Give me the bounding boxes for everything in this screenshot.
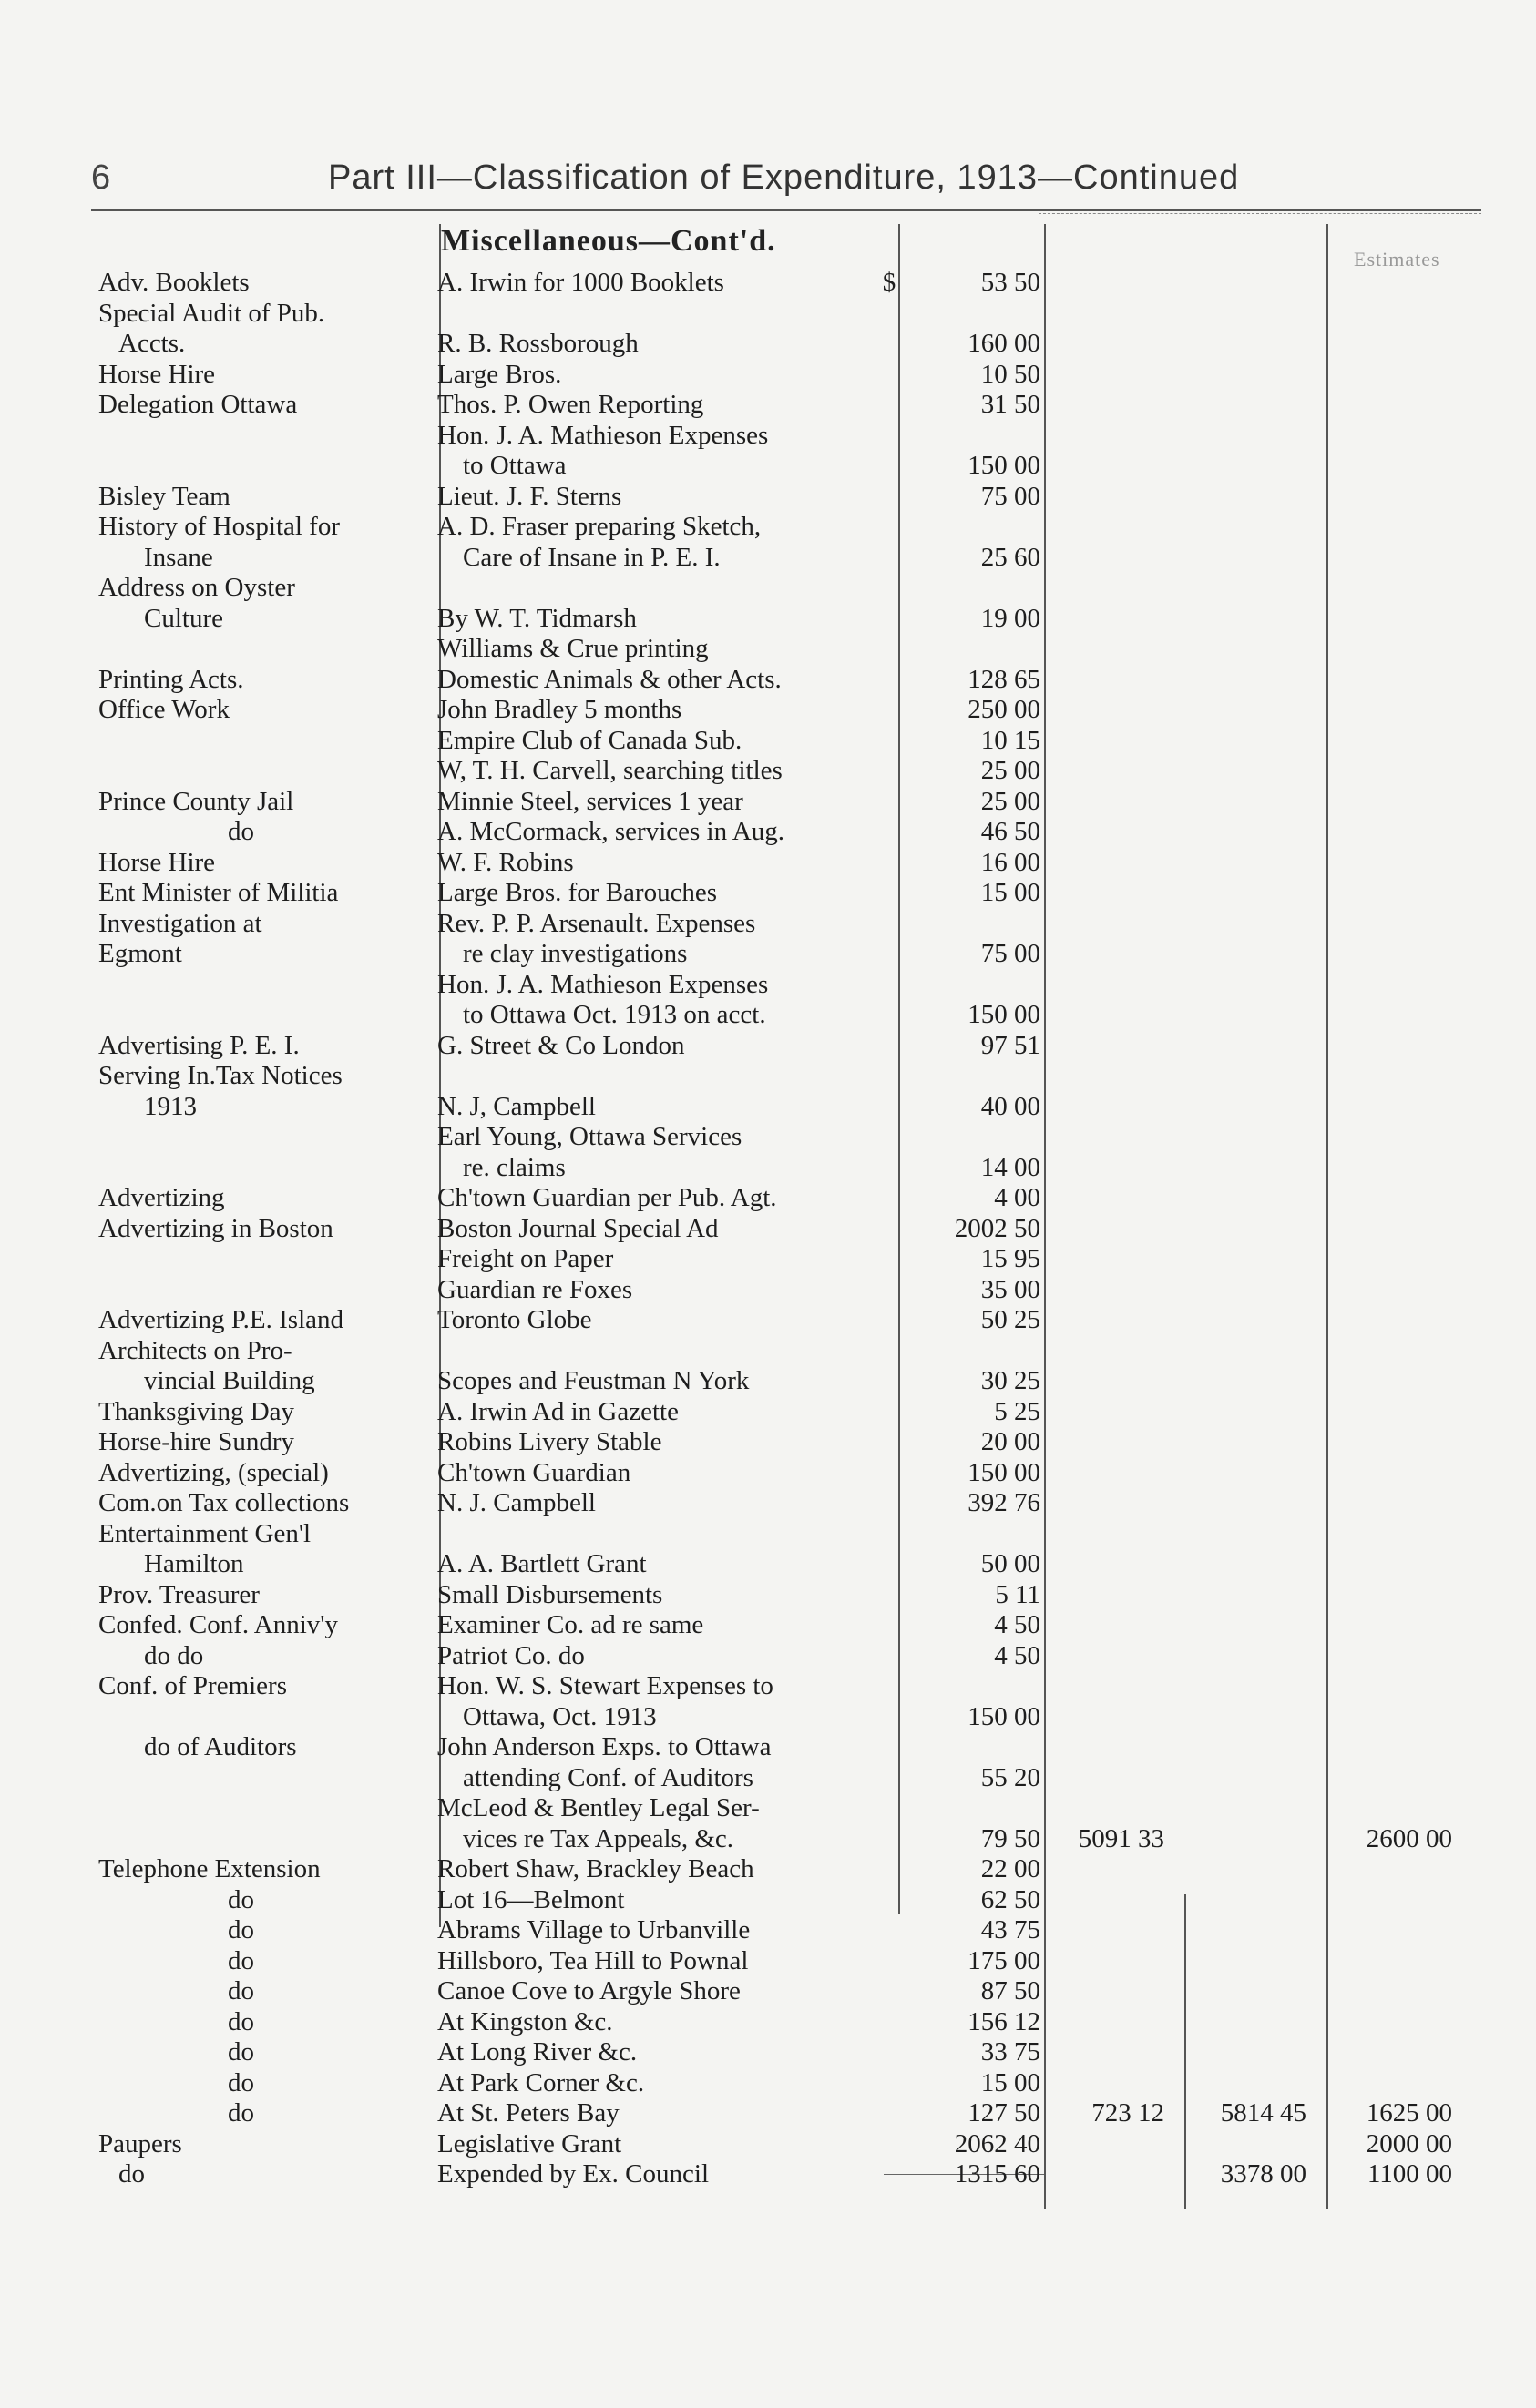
- amount-value: 4 50: [994, 1610, 1040, 1639]
- payee-description: re clay investigations: [463, 939, 688, 968]
- table-row: [0, 970, 1536, 1001]
- payee-description: A. A. Bartlett Grant: [437, 1549, 647, 1578]
- table-row: [0, 451, 1536, 482]
- amount: [981, 726, 1040, 757]
- payee-description: At St. Peters Bay: [437, 2098, 620, 2127]
- amount-value: 15 00: [980, 2067, 1040, 2097]
- item-label: Hamilton: [144, 1549, 244, 1578]
- table-row: [0, 1153, 1536, 1184]
- payee-description: attending Conf. of Auditors: [463, 1762, 753, 1792]
- amount: [981, 482, 1040, 513]
- amount: [981, 1976, 1040, 2007]
- payee-description: Freight on Paper: [437, 1244, 614, 1273]
- item-label: Culture: [144, 603, 223, 633]
- payee-description: re. claims: [463, 1152, 566, 1182]
- payee-description: Lot 16—Belmont: [437, 1884, 625, 1914]
- amount-value: 22 00: [980, 1854, 1040, 1883]
- estimates-label: Estimates: [1354, 248, 1440, 270]
- table-row: [0, 1397, 1536, 1428]
- payee-description: Expended by Ex. Council: [437, 2159, 710, 2189]
- payee-description: N. J. Campbell: [437, 1488, 596, 1517]
- amount: [968, 1946, 1040, 1977]
- amount-value: 127 50: [968, 2098, 1040, 2127]
- amount-value: 10 50: [980, 359, 1040, 389]
- table-row: [0, 543, 1536, 574]
- table-row: [0, 1549, 1536, 1580]
- item-label: Thanksgiving Day: [98, 1396, 295, 1426]
- table-row: [0, 1305, 1536, 1336]
- estimate-value: 1100 00: [1367, 2159, 1452, 2189]
- amount: [981, 360, 1040, 391]
- payee-description: Small Disbursements: [437, 1579, 663, 1609]
- item-label: do: [118, 2159, 145, 2189]
- item-label: Prince County Jail: [98, 786, 294, 816]
- amount-value: 2002 50: [954, 1213, 1040, 1243]
- amount-value: 75 00: [980, 939, 1040, 968]
- item-label: do: [228, 1884, 254, 1914]
- amount: [968, 1488, 1040, 1519]
- table-row: [0, 817, 1536, 848]
- amount: [968, 1458, 1040, 1489]
- subtotal: 723 12: [1091, 2098, 1164, 2127]
- payee-description: Earl Young, Ottawa Services: [437, 1122, 742, 1151]
- amount: [981, 1244, 1040, 1275]
- item-label: do: [228, 817, 254, 846]
- table-row: [0, 1336, 1536, 1367]
- amount: [955, 2129, 1040, 2160]
- amount: [981, 1031, 1040, 1062]
- item-label: do: [228, 2037, 254, 2066]
- amount-value: 150 00: [968, 1457, 1040, 1487]
- amount-value: 55 20: [980, 1762, 1040, 1792]
- payee-description: Robert Shaw, Brackley Beach: [437, 1854, 754, 1883]
- amount: [994, 1397, 1040, 1428]
- table-row: [0, 848, 1536, 879]
- table-row: [0, 573, 1536, 604]
- amount: [968, 1702, 1040, 1733]
- payee-description: R. B. Rossborough: [437, 329, 639, 358]
- table-row: [0, 1183, 1536, 1214]
- item-label: do: [228, 1915, 254, 1944]
- item-label: Horse Hire: [98, 359, 216, 389]
- amount-value: 30 25: [980, 1366, 1040, 1395]
- item-label: Accts.: [118, 329, 186, 358]
- payee-description: G. Street & Co London: [437, 1030, 685, 1060]
- payee-description: Guardian re Foxes: [437, 1274, 633, 1304]
- amount-value: 62 50: [980, 1884, 1040, 1914]
- table-row: [0, 1763, 1536, 1794]
- amount: [981, 1366, 1040, 1397]
- item-label: Special Audit of Pub.: [98, 298, 325, 328]
- table-row: [0, 1519, 1536, 1550]
- amount-value: 4 50: [994, 1640, 1040, 1670]
- amount-value: 25 00: [980, 786, 1040, 816]
- amount: [981, 1763, 1040, 1794]
- table-row: [0, 2129, 1536, 2160]
- amount-value: 20 00: [980, 1427, 1040, 1456]
- payee-description: At Kingston &c.: [437, 2006, 613, 2036]
- amount-value: 1315 60: [954, 2159, 1040, 2189]
- item-label: Serving In.Tax Notices: [98, 1061, 343, 1090]
- running-title: Part III—Classification of Expenditure, 1913—Continued: [328, 158, 1240, 197]
- payee-description: Thos. P. Owen Reporting: [437, 390, 704, 419]
- payee-description: John Bradley 5 months: [437, 695, 682, 724]
- table-row: [0, 1854, 1536, 1885]
- payee-description: Canoe Cove to Argyle Shore: [437, 1976, 741, 2005]
- payee-description: A. McCormack, services in Aug.: [437, 817, 784, 846]
- payee-description: to Ottawa Oct. 1913 on acct.: [463, 1000, 766, 1029]
- item-label: Office Work: [98, 695, 230, 724]
- amount-value: 79 50: [980, 1823, 1040, 1853]
- amount: [981, 756, 1040, 787]
- amount: [981, 2068, 1040, 2099]
- item-label: Horse Hire: [98, 847, 216, 877]
- amount-value: 46 50: [980, 817, 1040, 846]
- payee-description: Williams & Crue printing: [437, 634, 709, 663]
- table-row: [0, 1885, 1536, 1916]
- payee-description: At Park Corner &c.: [437, 2067, 645, 2097]
- item-label: Insane: [144, 542, 213, 572]
- item-label: Confed. Conf. Anniv'y: [98, 1610, 338, 1639]
- amount-value: 2062 40: [954, 2128, 1040, 2158]
- item-label: Investigation at: [98, 908, 262, 938]
- table-row: [0, 268, 1536, 299]
- item-label: do: [228, 1976, 254, 2005]
- section-heading: Miscellaneous—Cont'd.: [441, 224, 776, 258]
- item-label: Advertizing: [98, 1183, 225, 1212]
- table-row: [0, 939, 1536, 970]
- amount: [981, 817, 1040, 848]
- payee-description: Scopes and Feustman N York: [437, 1366, 750, 1395]
- amount: [981, 2037, 1040, 2068]
- amount: [955, 1214, 1040, 1245]
- payee-description: N. J, Campbell: [437, 1091, 596, 1121]
- table-row: [0, 1214, 1536, 1245]
- amount: [995, 1580, 1040, 1611]
- payee-description: A. Irwin for 1000 Booklets: [437, 268, 724, 297]
- expenditure-table: [0, 268, 1536, 2190]
- amount: [994, 1183, 1040, 1214]
- amount-value: 35 00: [980, 1274, 1040, 1304]
- item-label: do do: [144, 1640, 204, 1670]
- payee-description: to Ottawa: [463, 451, 567, 480]
- amount: [968, 1000, 1040, 1031]
- amount-value: 75 00: [980, 481, 1040, 511]
- table-row: [0, 2007, 1536, 2038]
- amount-value: 5 25: [994, 1396, 1040, 1426]
- amount: [981, 1915, 1040, 1946]
- amount-value: 10 15: [980, 725, 1040, 755]
- amount-value: 156 12: [968, 2006, 1040, 2036]
- section-total: 5814 45: [1220, 2098, 1306, 2127]
- payee-description: Empire Club of Canada Sub.: [437, 725, 742, 755]
- item-label: Advertizing P.E. Island: [98, 1305, 344, 1334]
- amount-value: 19 00: [980, 603, 1040, 633]
- payee-description: vices re Tax Appeals, &c.: [463, 1823, 734, 1853]
- amount: [955, 2159, 1040, 2190]
- item-label: Printing Acts.: [98, 664, 244, 694]
- payee-description: A. D. Fraser preparing Sketch,: [437, 512, 762, 541]
- payee-description: At Long River &c.: [437, 2037, 638, 2066]
- amount-value: 87 50: [980, 1976, 1040, 2005]
- payee-description: Robins Livery Stable: [437, 1427, 662, 1456]
- amount-value: 150 00: [968, 1701, 1040, 1731]
- payee-description: Boston Journal Special Ad: [437, 1213, 719, 1243]
- table-row: [0, 726, 1536, 757]
- payee-description: Ch'town Guardian per Pub. Agt.: [437, 1183, 777, 1212]
- table-row: [0, 1976, 1536, 2007]
- payee-description: A. Irwin Ad in Gazette: [437, 1396, 679, 1426]
- amount: [981, 604, 1040, 635]
- payee-description: By W. T. Tidmarsh: [437, 603, 637, 633]
- item-label: do: [228, 1945, 254, 1975]
- amount: [981, 878, 1040, 909]
- amount: [981, 1275, 1040, 1306]
- payee-description: W, T. H. Carvell, searching titles: [437, 756, 783, 785]
- table-row: [0, 2098, 1536, 2129]
- amount-value: 25 00: [980, 756, 1040, 785]
- item-label: Advertizing, (special): [98, 1457, 329, 1487]
- amount: [981, 390, 1040, 421]
- payee-description: W. F. Robins: [437, 847, 574, 877]
- table-row: [0, 1793, 1536, 1824]
- amount: [968, 329, 1040, 360]
- payee-description: Legislative Grant: [437, 2128, 622, 2158]
- table-row: [0, 1366, 1536, 1397]
- amount: [981, 1854, 1040, 1885]
- payee-description: Large Bros.: [437, 359, 562, 389]
- amount: [882, 268, 1040, 299]
- amount: [994, 1641, 1040, 1672]
- table-row: [0, 1275, 1536, 1306]
- amount: [981, 787, 1040, 818]
- payee-description: Examiner Co. ad re same: [437, 1610, 704, 1639]
- item-label: Egmont: [98, 939, 182, 968]
- item-label: Telephone Extension: [98, 1854, 321, 1883]
- amount-value: 97 51: [980, 1030, 1040, 1060]
- amount-value: 5 11: [995, 1579, 1040, 1609]
- header-dashed-rule: [1039, 213, 1481, 214]
- page-header: [0, 155, 1536, 208]
- payee-description: Ch'town Guardian: [437, 1457, 631, 1487]
- payee-description: Minnie Steel, services 1 year: [437, 786, 743, 816]
- amount: [968, 2007, 1040, 2038]
- amount-value: 128 65: [968, 664, 1040, 694]
- table-row: [0, 1702, 1536, 1733]
- amount-value: 175 00: [968, 1945, 1040, 1975]
- amount-value: 4 00: [994, 1183, 1040, 1212]
- amount-value: 40 00: [980, 1091, 1040, 1121]
- amount-value: 250 00: [968, 695, 1040, 724]
- payee-description: Lieut. J. F. Sterns: [437, 481, 622, 511]
- payee-description: Patriot Co. do: [437, 1640, 585, 1670]
- amount: [994, 1610, 1040, 1641]
- table-row: [0, 1641, 1536, 1672]
- item-label: Delegation Ottawa: [98, 390, 298, 419]
- amount: [968, 2098, 1040, 2129]
- amount: [968, 695, 1040, 726]
- table-row: [0, 1244, 1536, 1275]
- table-row: [0, 390, 1536, 421]
- payee-description: McLeod & Bentley Legal Ser-: [437, 1793, 760, 1822]
- table-row: [0, 2068, 1536, 2099]
- amount: [981, 1549, 1040, 1580]
- table-row: [0, 1946, 1536, 1977]
- amount: [981, 848, 1040, 879]
- amount-value: 25 60: [980, 542, 1040, 572]
- table-row: [0, 878, 1536, 909]
- payee-description: Toronto Globe: [437, 1305, 592, 1334]
- payee-description: Hon. W. S. Stewart Expenses to: [437, 1671, 773, 1700]
- amount-value: 53 50: [980, 268, 1040, 297]
- item-label: vincial Building: [144, 1366, 315, 1395]
- payee-description: Large Bros. for Barouches: [437, 878, 718, 907]
- amount-value: 50 25: [980, 1305, 1040, 1334]
- table-row: [0, 2037, 1536, 2068]
- amount-value: 43 75: [980, 1915, 1040, 1944]
- payee-description: Rev. P. P. Arsenault. Expenses: [437, 908, 756, 938]
- amount-value: 33 75: [980, 2037, 1040, 2066]
- table-row: [0, 1671, 1536, 1702]
- item-label: Com.on Tax collections: [98, 1488, 350, 1517]
- item-label: Bisley Team: [98, 481, 230, 511]
- table-row: [0, 329, 1536, 360]
- amount: [981, 1092, 1040, 1123]
- section-total: 3378 00: [1220, 2159, 1306, 2189]
- table-row: [0, 1732, 1536, 1763]
- item-label: 1913: [144, 1091, 197, 1121]
- payee-description: Domestic Animals & other Acts.: [437, 664, 782, 694]
- table-row: [0, 787, 1536, 818]
- amount: [981, 1305, 1040, 1336]
- item-label: Adv. Booklets: [98, 268, 250, 297]
- estimate-value: 1625 00: [1366, 2098, 1452, 2127]
- item-label: Horse-hire Sundry: [98, 1427, 295, 1456]
- item-label: Entertainment Gen'l: [98, 1518, 312, 1548]
- table-row: [0, 299, 1536, 330]
- table-row: [0, 1610, 1536, 1641]
- table-row: [0, 1488, 1536, 1519]
- item-label: History of Hospital for: [98, 512, 340, 541]
- table-row: [0, 634, 1536, 665]
- item-label: Advertizing in Boston: [98, 1213, 333, 1243]
- amount-value: 50 00: [980, 1549, 1040, 1578]
- table-row: [0, 1122, 1536, 1153]
- table-row: [0, 665, 1536, 696]
- item-label: Prov. Treasurer: [98, 1579, 260, 1609]
- amount: [968, 665, 1040, 696]
- item-label: Conf. of Premiers: [98, 1671, 287, 1700]
- amount-value: 16 00: [980, 847, 1040, 877]
- table-row: [0, 2159, 1536, 2190]
- amount-value: 150 00: [968, 451, 1040, 480]
- item-label: Address on Oyster: [98, 573, 295, 602]
- table-row: [0, 512, 1536, 543]
- item-label: Architects on Pro-: [98, 1335, 292, 1365]
- table-row: [0, 1915, 1536, 1946]
- item-label: do: [228, 2067, 254, 2097]
- table-row: [0, 1092, 1536, 1123]
- payee-description: John Anderson Exps. to Ottawa: [437, 1732, 772, 1761]
- subtotal: 5091 33: [1078, 1823, 1164, 1853]
- table-row: [0, 1427, 1536, 1458]
- amount-value: 160 00: [968, 329, 1040, 358]
- item-label: do: [228, 2098, 254, 2127]
- payee-description: Abrams Village to Urbanville: [437, 1915, 751, 1944]
- payee-description: Care of Insane in P. E. I.: [463, 542, 721, 572]
- page-number: 6: [91, 158, 111, 197]
- estimate-value: 2000 00: [1366, 2128, 1452, 2158]
- payee-description: Ottawa, Oct. 1913: [463, 1701, 657, 1731]
- item-label: Paupers: [98, 2128, 182, 2158]
- item-label: Ent Minister of Militia: [98, 878, 339, 907]
- amount: [981, 939, 1040, 970]
- table-row: [0, 1000, 1536, 1031]
- table-row: [0, 1824, 1536, 1855]
- item-label: do of Auditors: [144, 1732, 297, 1761]
- amount: [981, 1885, 1040, 1916]
- table-row: [0, 482, 1536, 513]
- amount: [968, 451, 1040, 482]
- table-row: [0, 421, 1536, 452]
- table-row: [0, 604, 1536, 635]
- table-row: [0, 909, 1536, 940]
- amount-value: 150 00: [968, 1000, 1040, 1029]
- amount: [981, 543, 1040, 574]
- table-row: [0, 695, 1536, 726]
- header-rule: [91, 209, 1481, 211]
- table-row: [0, 1031, 1536, 1062]
- amount: [981, 1824, 1040, 1855]
- item-label: Advertising P. E. I.: [98, 1030, 300, 1060]
- dollar-sign: $: [882, 268, 896, 297]
- item-label: do: [228, 2006, 254, 2036]
- table-row: [0, 1580, 1536, 1611]
- amount-value: 31 50: [980, 390, 1040, 419]
- amount-value: 15 00: [980, 878, 1040, 907]
- amount: [981, 1153, 1040, 1184]
- table-row: [0, 756, 1536, 787]
- payee-description: Hon. J. A. Mathieson Expenses: [437, 420, 769, 450]
- payee-description: Hillsboro, Tea Hill to Pownal: [437, 1945, 749, 1975]
- estimate-value: 2600 00: [1366, 1823, 1452, 1853]
- amount-value: 14 00: [980, 1152, 1040, 1182]
- amount: [981, 1427, 1040, 1458]
- amount-value: 15 95: [980, 1244, 1040, 1273]
- table-row: [0, 1458, 1536, 1489]
- table-row: [0, 1061, 1536, 1092]
- table-row: [0, 360, 1536, 391]
- payee-description: Hon. J. A. Mathieson Expenses: [437, 969, 769, 999]
- amount-value: 392 76: [968, 1488, 1040, 1517]
